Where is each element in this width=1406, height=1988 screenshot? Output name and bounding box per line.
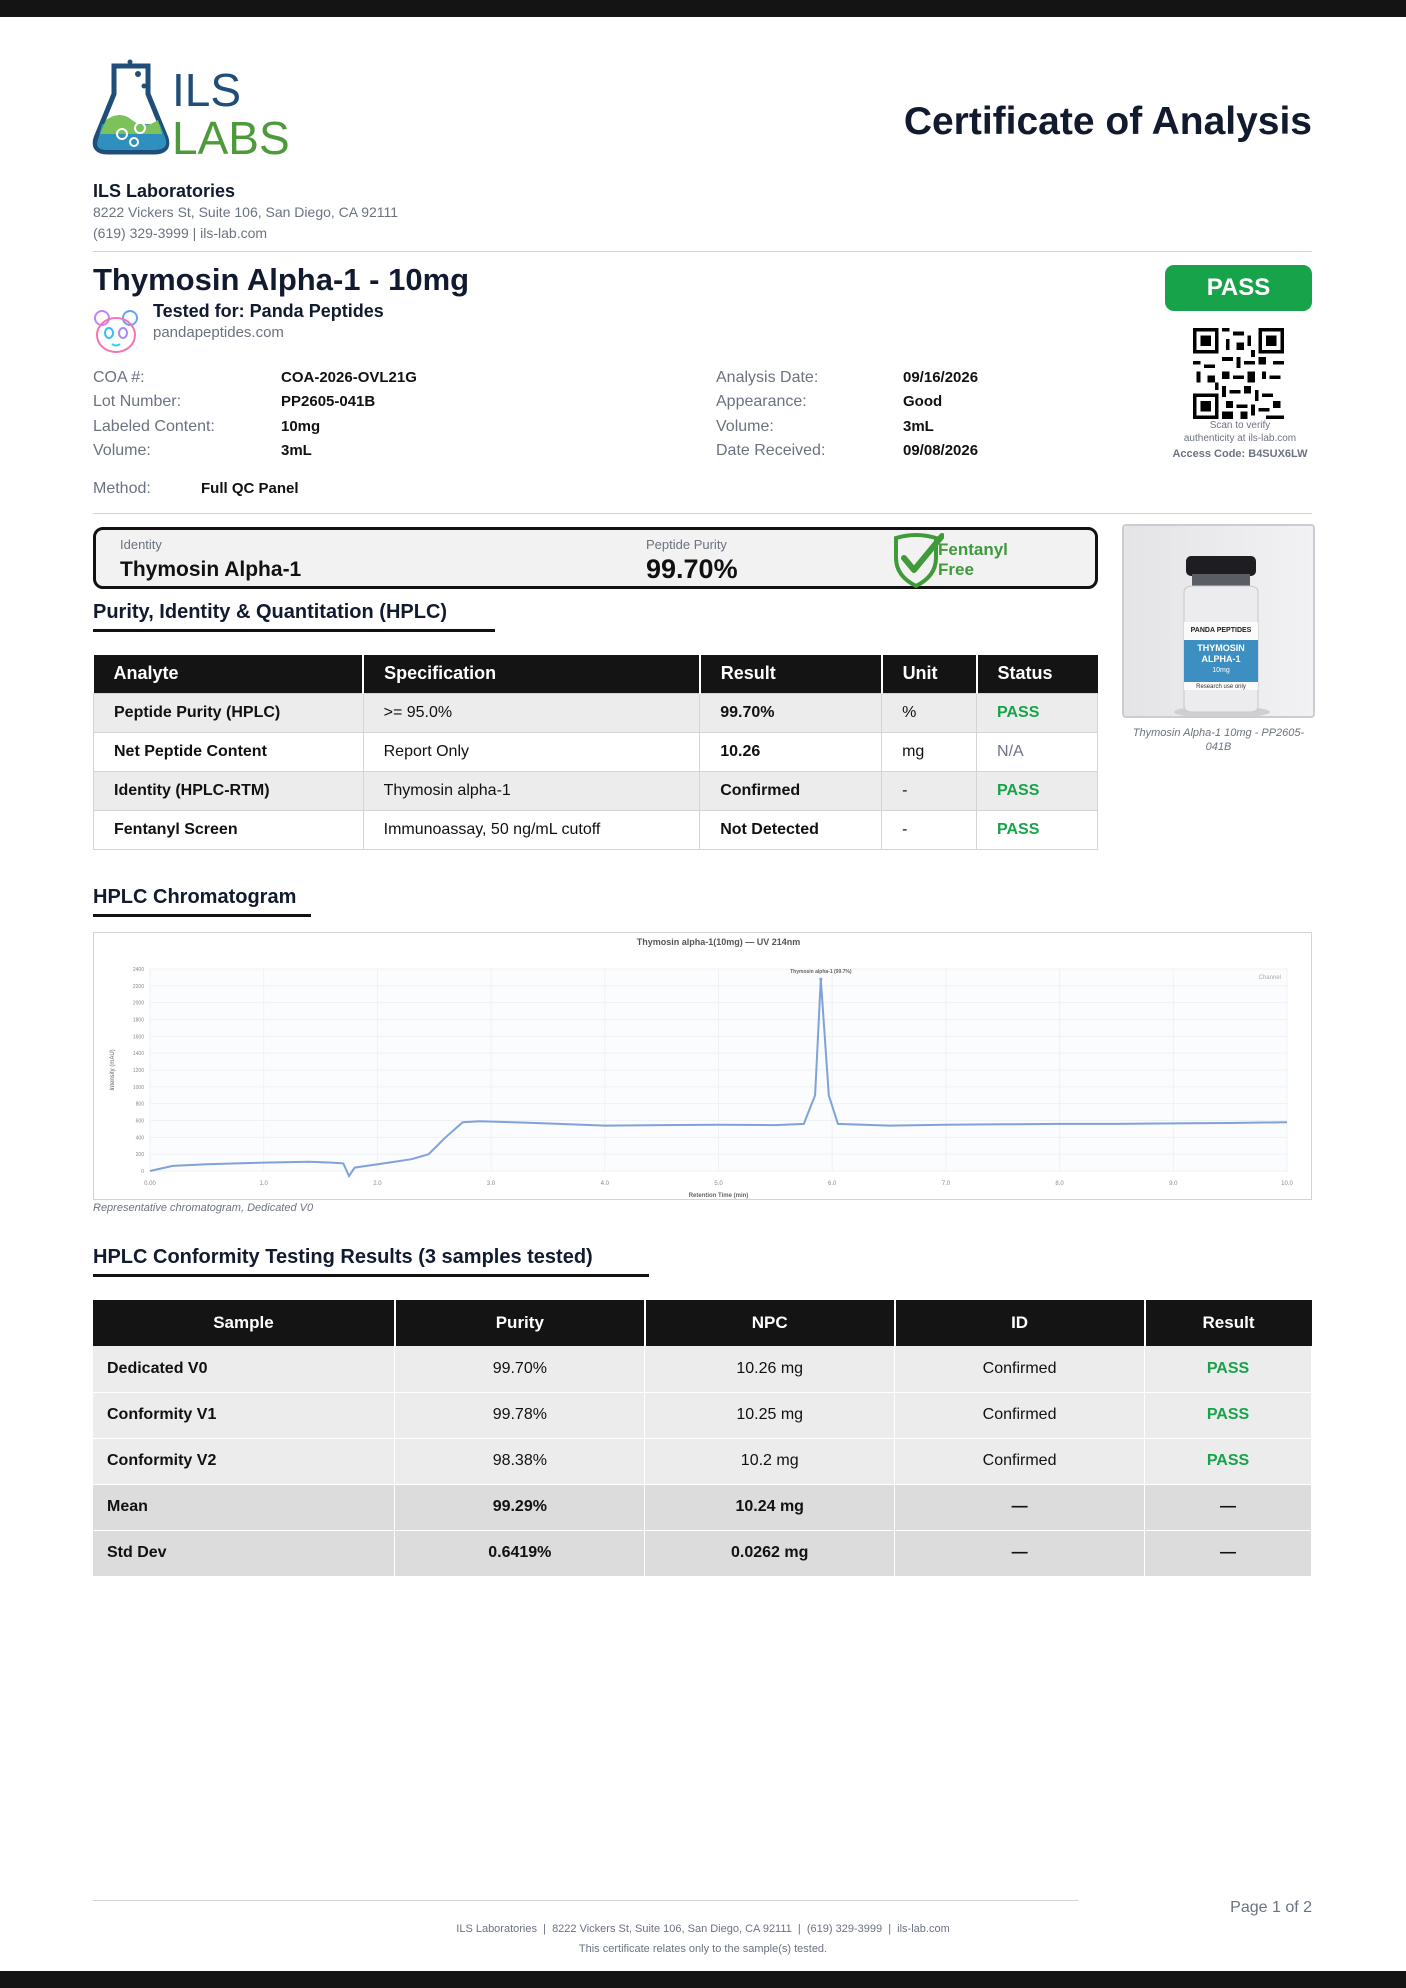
footer-lab-info: ILS Laboratories | 8222 Vickers St, Suite 106, San Diego, CA 92111 | (619) 329-3999 | ils-lab.com — [456, 1923, 950, 1935]
chart-title: Thymosin alpha-1(10mg) — UV 214nm — [636, 937, 801, 947]
table-row — [94, 810, 1098, 849]
summary-box — [93, 527, 1098, 589]
conformity-section-title: HPLC Conformity Testing Results (3 samples tested) — [93, 1246, 649, 1277]
specification-cell: >= 95.0% — [363, 693, 700, 732]
table-row — [93, 1346, 1312, 1392]
column-header: Result — [1145, 1300, 1312, 1346]
id-cell: Confirmed — [895, 1346, 1145, 1392]
result-cell: PASS — [1145, 1392, 1312, 1438]
table-row — [94, 771, 1098, 810]
table-row — [94, 693, 1098, 732]
footer-divider — [93, 1900, 1078, 1901]
column-header: NPC — [645, 1300, 895, 1346]
vial-brand-text: PANDA PEPTIDES — [1190, 627, 1252, 634]
y-tick-label: 2000 — [132, 1000, 144, 1007]
column-header: Unit — [882, 655, 977, 693]
purity-cell: 99.29% — [395, 1484, 645, 1530]
x-axis-label: Retention Time (min) — [688, 1193, 749, 1199]
y-tick-label: 1600 — [132, 1034, 144, 1041]
fentanyl-free-label — [938, 540, 1008, 580]
table-row — [93, 1438, 1312, 1484]
panda-logo-icon — [92, 308, 140, 356]
ils-labs-logo — [92, 54, 307, 158]
column-header: ID — [895, 1300, 1145, 1346]
peak-point — [819, 978, 822, 981]
identity-label: Identity — [120, 537, 162, 552]
npc-cell: 10.24 mg — [645, 1484, 895, 1530]
volume-right-value: 3mL — [903, 418, 934, 435]
qr-note-line-2: authenticity at ils-lab.com — [1183, 433, 1297, 444]
specification-cell: Immunoassay, 50 ng/mL cutoff — [363, 810, 700, 849]
status-cell: N/A — [977, 732, 1098, 771]
qr-note-line-1: Scan to verify — [1209, 420, 1271, 431]
svg-text:ILS: ILS — [172, 64, 242, 116]
result-cell: 10.26 — [700, 732, 882, 771]
purity-value: 99.70% — [646, 554, 738, 584]
table-header-row — [93, 1300, 1312, 1346]
identity-value: Thymosin Alpha-1 — [120, 558, 302, 581]
purity-cell: 99.78% — [395, 1392, 645, 1438]
result-cell: PASS — [1145, 1346, 1312, 1392]
peak-label: Thymosin alpha-1 (99.7%) — [790, 969, 852, 976]
x-tick-label: 7.0 — [941, 1181, 951, 1187]
status-cell: PASS — [977, 810, 1098, 849]
appearance-label: Appearance: — [716, 393, 807, 410]
status-cell: PASS — [977, 693, 1098, 732]
stat-label-cell: Mean — [93, 1484, 395, 1530]
x-tick-label: 0.00 — [144, 1181, 156, 1187]
client-website-link[interactable]: pandapeptides.com — [153, 324, 284, 341]
column-header: Analyte — [94, 655, 364, 693]
table-row — [93, 1392, 1312, 1438]
footer-disclaimer: This certificate relates only to the sample(s) tested. — [578, 1943, 828, 1955]
verification-qr-code[interactable] — [1193, 328, 1284, 419]
hplc-section-title: Purity, Identity & Quantitation (HPLC) — [93, 601, 495, 632]
fentanyl-line-2: Free — [938, 560, 974, 579]
hplc-results-table — [93, 655, 1098, 850]
y-tick-label: 800 — [135, 1101, 144, 1108]
legend-entry: Channel — [1258, 975, 1281, 981]
lab-contact: (619) 329-3999 | ils-lab.com — [93, 225, 268, 241]
date-received-value: 09/08/2026 — [903, 442, 979, 459]
fentanyl-line-1: Fentanyl — [938, 540, 1008, 559]
status-cell: PASS — [977, 771, 1098, 810]
bottom-border — [0, 1971, 1406, 1988]
y-tick-label: 1400 — [132, 1051, 144, 1058]
analysis-date-label: Analysis Date: — [716, 369, 819, 386]
result-cell: — — [1145, 1530, 1312, 1576]
stat-label-cell: Std Dev — [93, 1530, 395, 1576]
divider — [93, 251, 1312, 252]
coa-number-label: COA #: — [93, 369, 145, 386]
result-cell: Confirmed — [700, 771, 882, 810]
volume-label: Volume: — [93, 442, 151, 459]
vial-image — [1124, 526, 1315, 718]
purity-label: Peptide Purity — [646, 537, 727, 552]
chromatogram-svg — [94, 933, 1311, 1199]
table-row — [94, 732, 1098, 771]
x-tick-label: 2.0 — [373, 1181, 382, 1187]
appearance-value: Good — [903, 393, 943, 410]
x-tick-label: 6.0 — [828, 1181, 837, 1187]
id-cell: — — [895, 1484, 1145, 1530]
stats-row-mean — [93, 1484, 1312, 1530]
analyte-cell: Peptide Purity (HPLC) — [94, 693, 364, 732]
labeled-content-label: Labeled Content: — [93, 418, 215, 435]
purity-cell: 99.70% — [395, 1346, 645, 1392]
lab-name: ILS Laboratories — [93, 181, 236, 201]
specification-cell: Report Only — [363, 732, 700, 771]
stats-row-std-dev — [93, 1530, 1312, 1576]
x-tick-label: 4.0 — [600, 1181, 609, 1187]
result-cell: — — [1145, 1484, 1312, 1530]
date-received-label: Date Received: — [716, 442, 826, 459]
purity-cell: 0.6419% — [395, 1530, 645, 1576]
certificate-title: Certificate of Analysis — [903, 100, 1312, 143]
tested-for: Tested for: Panda Peptides — [153, 301, 384, 321]
method-label: Method: — [93, 480, 151, 497]
vial-name-line-2: ALPHA-1 — [1201, 654, 1241, 664]
y-axis-label: Intensity (mAU) — [110, 1049, 116, 1091]
product-name: Thymosin Alpha-1 - 10mg — [93, 262, 470, 297]
column-header: Sample — [93, 1300, 395, 1346]
result-cell: PASS — [1145, 1438, 1312, 1484]
lot-number-value: PP2605-041B — [281, 393, 376, 410]
npc-cell: 10.25 mg — [645, 1392, 895, 1438]
unit-cell: - — [882, 810, 977, 849]
y-tick-label: 1200 — [132, 1068, 144, 1074]
lab-address: 8222 Vickers St, Suite 106, San Diego, CA 92111 — [93, 204, 399, 220]
x-tick-label: 10.0 — [1281, 1181, 1293, 1187]
x-tick-label: 1.0 — [259, 1181, 268, 1187]
divider — [93, 513, 1312, 514]
table-header-row — [94, 655, 1098, 693]
y-tick-label: 1000 — [132, 1084, 144, 1091]
y-tick-label: 1800 — [132, 1017, 144, 1024]
column-header: Status — [977, 655, 1098, 693]
analysis-date-value: 09/16/2026 — [903, 369, 979, 386]
x-tick-label: 9.0 — [1169, 1181, 1178, 1187]
x-tick-label: 8.0 — [1055, 1181, 1064, 1187]
npc-cell: 0.0262 mg — [645, 1530, 895, 1576]
specification-cell: Thymosin alpha-1 — [363, 771, 700, 810]
access-code: Access Code: B4SUX6LW — [1172, 448, 1308, 460]
fentanyl-free-check-icon — [888, 532, 944, 588]
product-photo-caption: Thymosin Alpha-1 10mg - PP2605-041B — [1132, 727, 1305, 753]
id-cell: — — [895, 1530, 1145, 1576]
x-tick-label: 5.0 — [714, 1181, 723, 1187]
column-header: Specification — [363, 655, 700, 693]
sample-cell: Dedicated V0 — [93, 1346, 395, 1392]
npc-cell: 10.26 mg — [645, 1346, 895, 1392]
sample-cell: Conformity V2 — [93, 1438, 395, 1484]
id-cell: Confirmed — [895, 1392, 1145, 1438]
overall-pass-badge: PASS — [1165, 265, 1312, 311]
analyte-cell: Identity (HPLC-RTM) — [94, 771, 364, 810]
result-cell: 99.70% — [700, 693, 882, 732]
y-tick-label: 600 — [135, 1118, 144, 1125]
volume-right-label: Volume: — [716, 418, 774, 435]
y-tick-label: 400 — [135, 1135, 144, 1142]
vial-note-text: Research use only — [1196, 684, 1246, 690]
npc-cell: 10.2 mg — [645, 1438, 895, 1484]
chromatogram-chart — [93, 932, 1312, 1200]
vial-name-line-1: THYMOSIN — [1197, 643, 1245, 653]
method-value: Full QC Panel — [201, 480, 299, 497]
id-cell: Confirmed — [895, 1438, 1145, 1484]
sample-cell: Conformity V1 — [93, 1392, 395, 1438]
x-tick-label: 3.0 — [486, 1181, 496, 1187]
volume-value: 3mL — [281, 442, 312, 459]
unit-cell: % — [882, 693, 977, 732]
svg-text:LABS: LABS — [172, 112, 290, 158]
y-tick-label: 2400 — [132, 967, 144, 973]
result-cell: Not Detected — [700, 810, 882, 849]
unit-cell: - — [882, 771, 977, 810]
analyte-cell: Fentanyl Screen — [94, 810, 364, 849]
column-header: Result — [700, 655, 882, 693]
y-tick-label: 0 — [141, 1169, 144, 1175]
purity-cell: 98.38% — [395, 1438, 645, 1484]
page-number: Page 1 of 2 — [1230, 1899, 1312, 1916]
y-tick-label: 2200 — [132, 983, 144, 990]
chromatogram-section-title: HPLC Chromatogram — [93, 886, 311, 917]
vial-dose-text: 10mg — [1212, 667, 1230, 674]
product-photo — [1122, 524, 1315, 718]
conformity-results-table — [93, 1300, 1312, 1577]
y-tick-label: 200 — [135, 1152, 144, 1159]
unit-cell: mg — [882, 732, 977, 771]
labeled-content-value: 10mg — [281, 418, 321, 435]
chromatogram-caption: Representative chromatogram, Dedicated V0 — [93, 1202, 314, 1214]
top-border — [0, 0, 1406, 17]
column-header: Purity — [395, 1300, 645, 1346]
analyte-cell: Net Peptide Content — [94, 732, 364, 771]
coa-number-value: COA-2026-OVL21G — [281, 369, 417, 386]
lot-number-label: Lot Number: — [93, 393, 182, 410]
